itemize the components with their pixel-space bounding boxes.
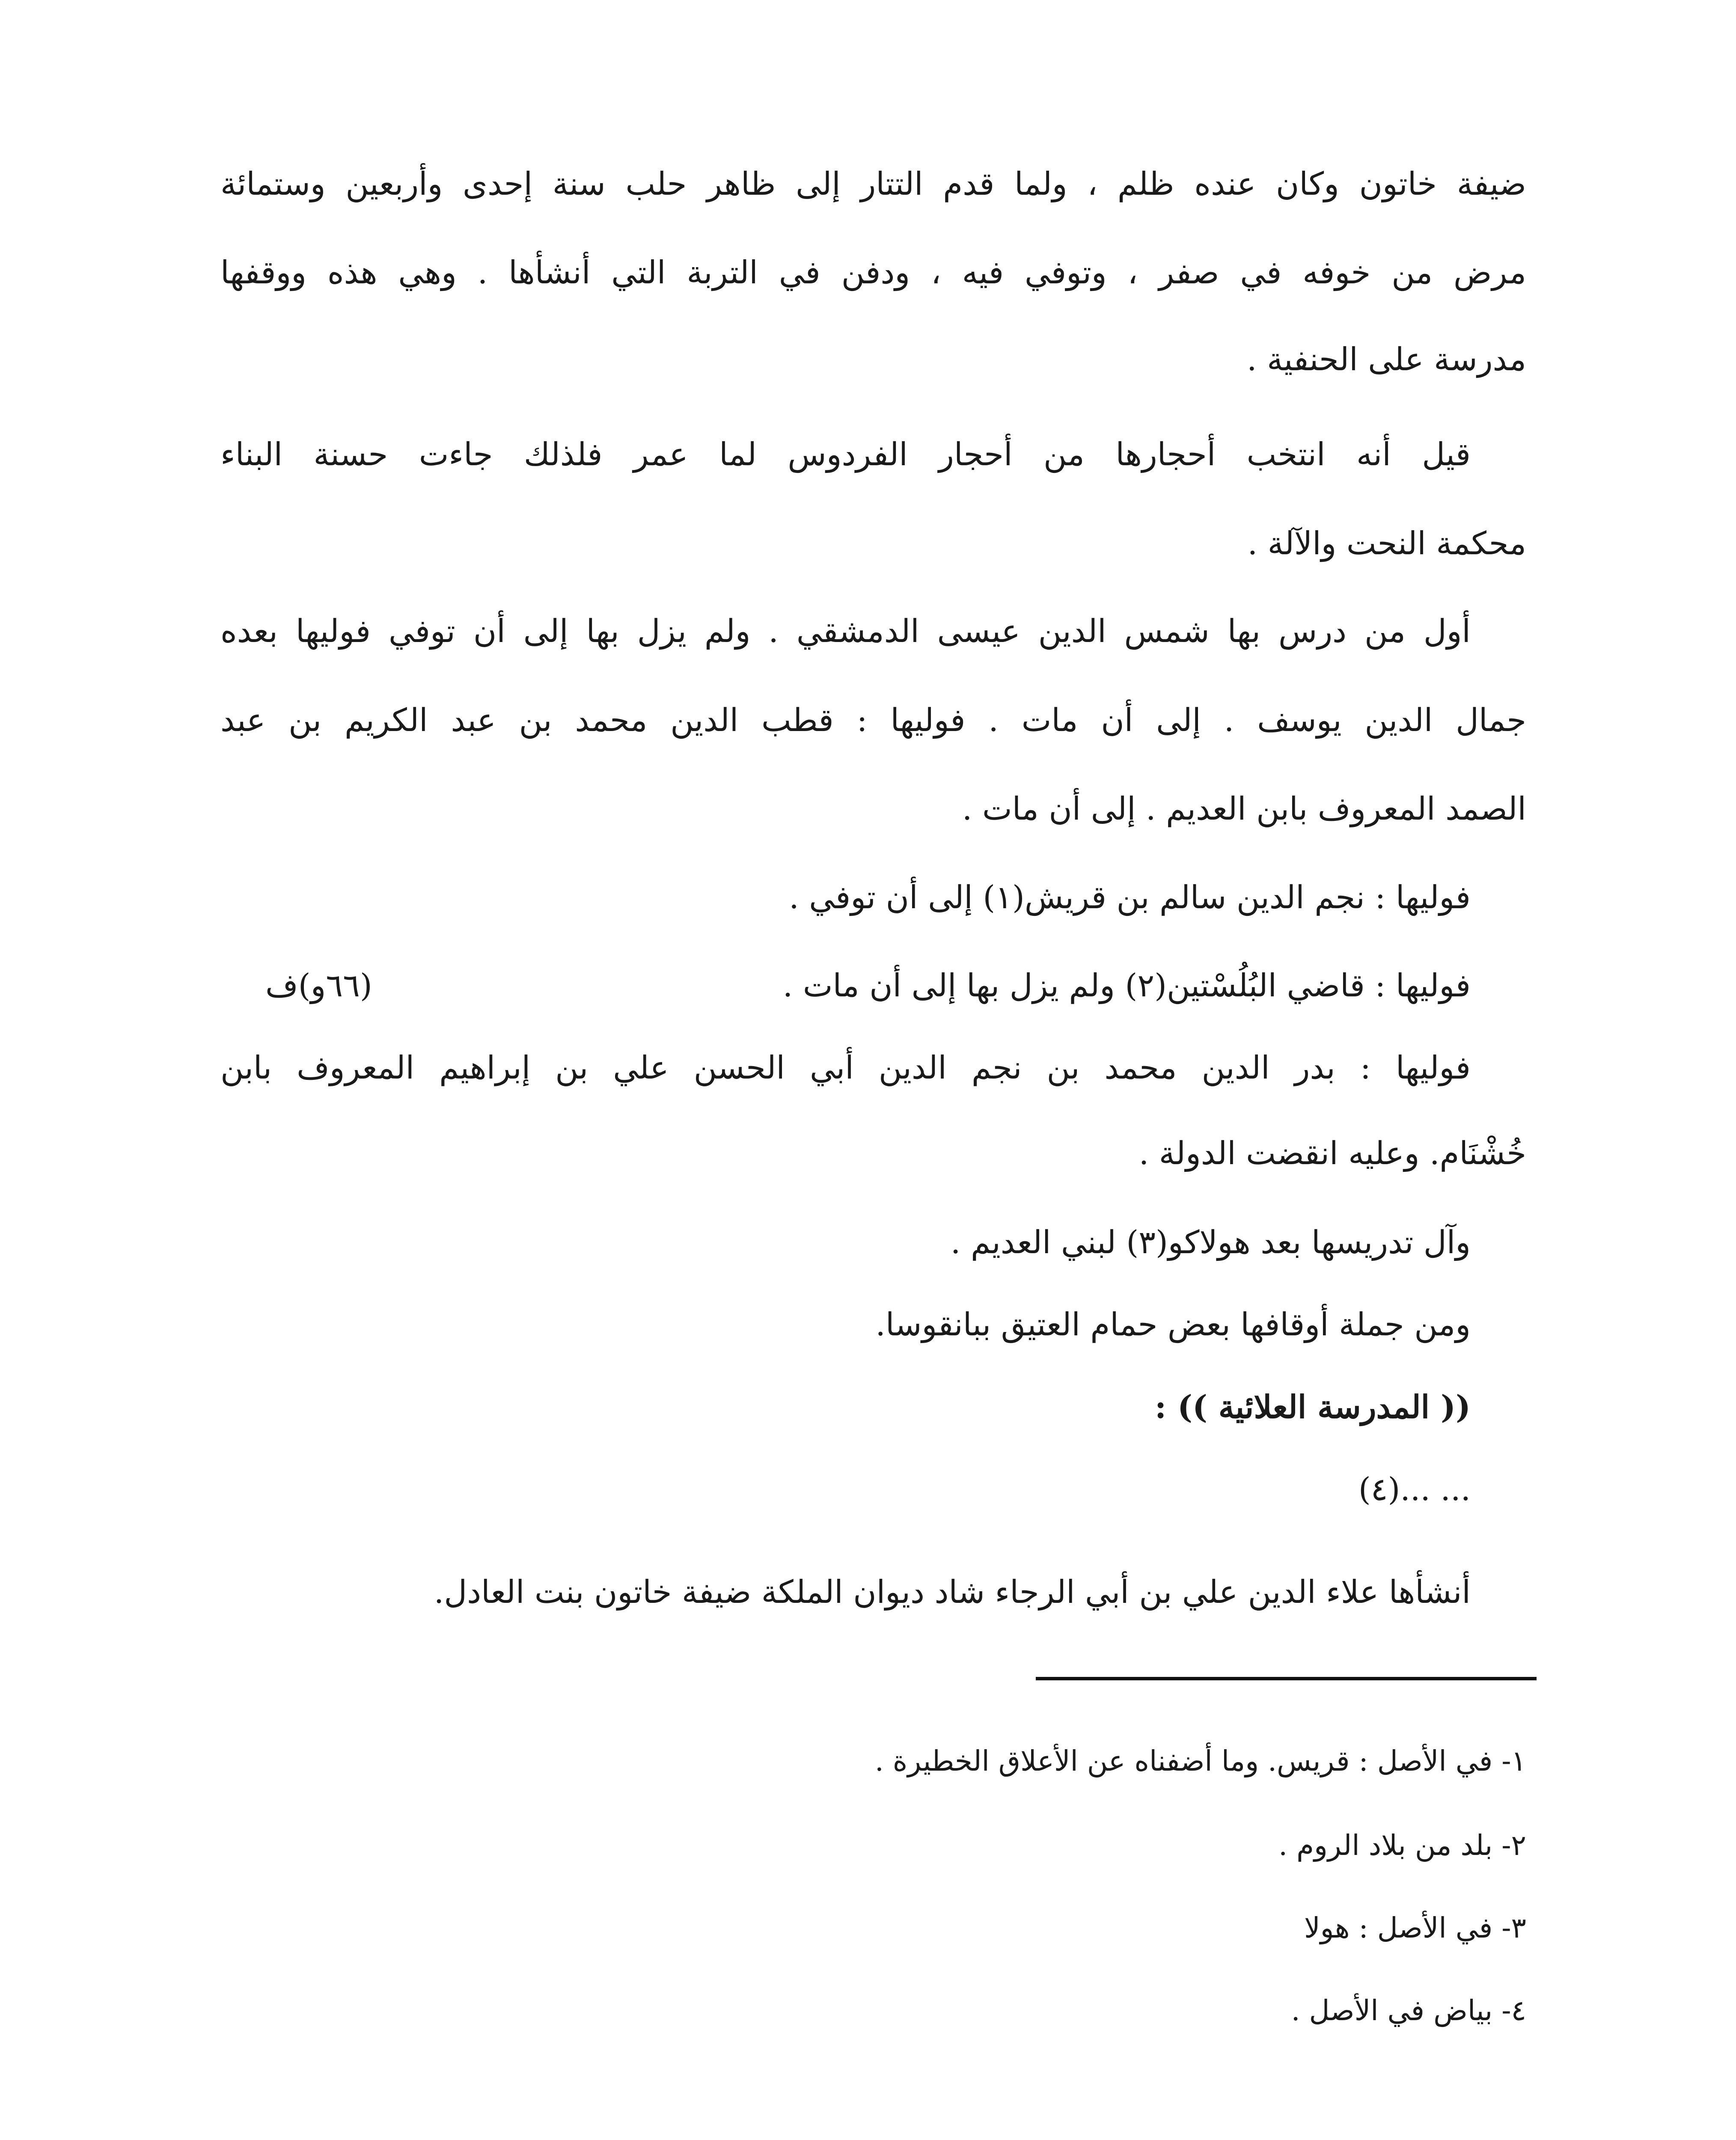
text-line: فوليها : بدر الدين محمد بن نجم الدين أبي الحسن علي بن إبراهيم المعروف بابن	[220, 1049, 1471, 1086]
text-line: أنشأها علاء الدين علي بن أبي الرجاء شاد ديوان الملكة ضيفة خاتون بنت العادل.	[434, 1574, 1471, 1611]
footnote: ٢- بلد من بلاد الروم .	[1278, 1829, 1526, 1862]
text-line: فوليها : نجم الدين سالم بن قريش(١) إلى أن توفي .	[789, 879, 1471, 916]
text-line: ضيفة خاتون وكان عنده ظلم ، ولما قدم التتار إلى ظاهر حلب سنة إحدى وأربعين وستمائة	[220, 166, 1526, 202]
text-line: فوليها : قاضي البُلُسْتين(٢) ولم يزل بها إلى أن مات .	[782, 967, 1471, 1004]
margin-note: (٦٦و)ف	[265, 967, 372, 1004]
text-line: مرض من خوفه في صفر ، وتوفي فيه ، ودفن في التربة التي أنشأها . وهي هذه ووقفها	[220, 254, 1526, 291]
footnote-divider	[1036, 1677, 1537, 1680]
section-heading: (( المدرسة العلائية )) :	[1154, 1389, 1471, 1426]
text-line: ... ...(٤)	[1358, 1471, 1471, 1508]
footnote: ١- في الأصل : قريس. وما أضفناه عن الأعلاق الخطيرة .	[874, 1745, 1526, 1777]
text-line: محكمة النحت والآلة .	[1247, 525, 1526, 562]
text-line: الصمد المعروف بابن العديم . إلى أن مات .	[962, 791, 1526, 827]
text-line: خُشْنَام. وعليه انقضت الدولة .	[1139, 1135, 1526, 1172]
text-line: مدرسة على الحنفية .	[1247, 341, 1526, 378]
text-line: قيل أنه انتخب أحجارها من أحجار الفردوس لما عمر فلذلك جاءت حسنة البناء	[220, 436, 1471, 473]
text-line: وآل تدريسها بعد هولاكو(٣) لبني العديم .	[950, 1224, 1471, 1261]
text-line: أول من درس بها شمس الدين عيسى الدمشقي . ولم يزل بها إلى أن توفي فوليها بعده	[220, 613, 1471, 650]
footnote: ٣- في الأصل : هولا	[1304, 1911, 1526, 1944]
text-line: جمال الدين يوسف . إلى أن مات . فوليها : قطب الدين محمد بن عبد الكريم بن عبد	[220, 702, 1526, 739]
text-line: ومن جملة أوقافها بعض حمام العتيق ببانقوسا.	[875, 1306, 1471, 1343]
footnote: ٤- بياض في الأصل .	[1291, 1994, 1526, 2027]
